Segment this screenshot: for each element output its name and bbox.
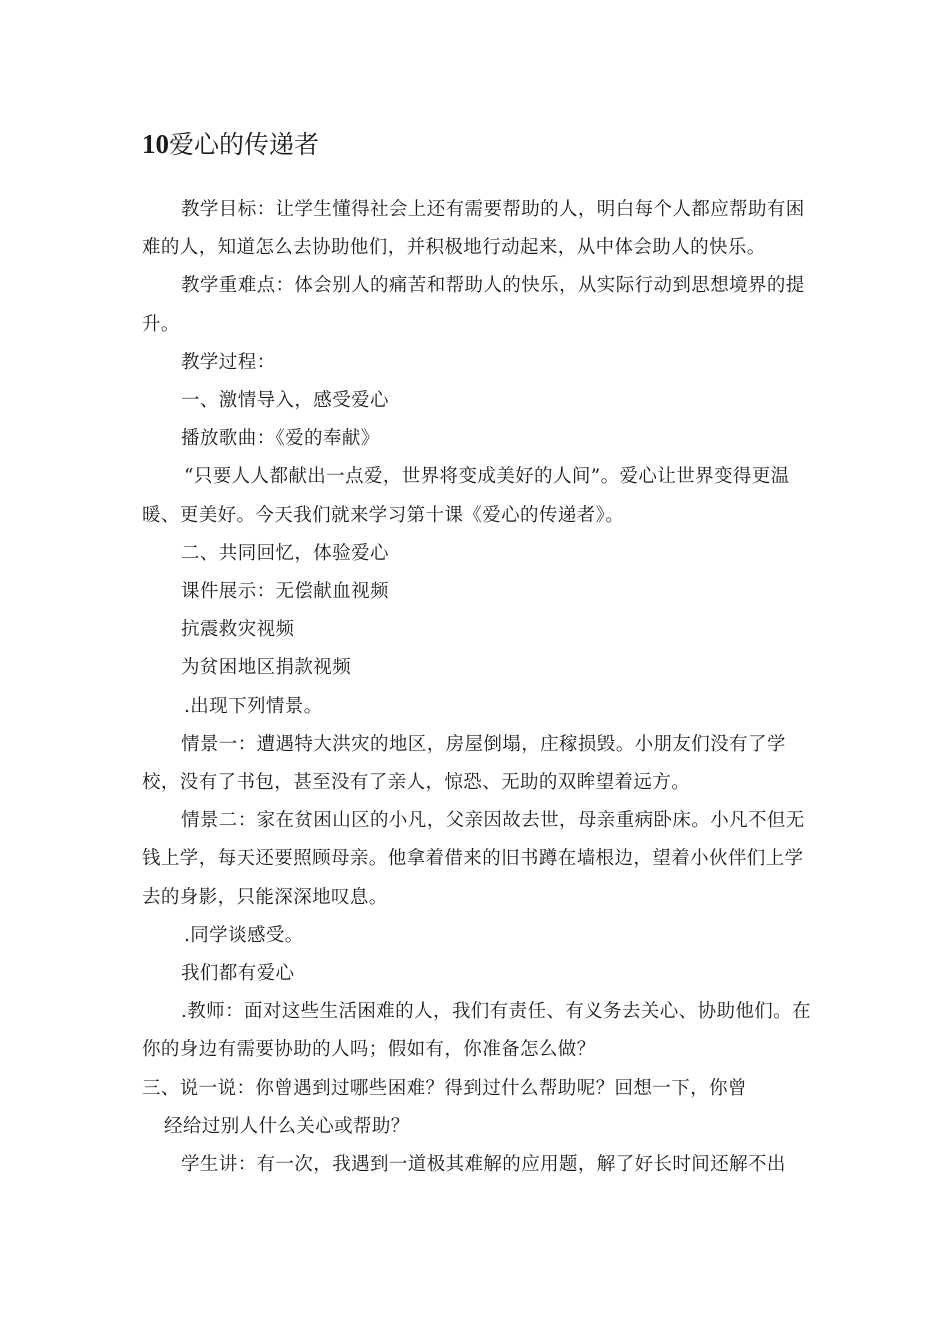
paragraph-process-heading: 教学过程： bbox=[181, 351, 276, 373]
section-heading-three bbox=[142, 1070, 814, 1146]
paragraph-we-have-love: 我们都有爱心 bbox=[181, 963, 295, 985]
paragraph-scenes-intro: .出现下列情景。 bbox=[184, 695, 323, 717]
paragraph-scene-two: 情景二：家在贫困山区的小凡，父亲因故去世，母亲重病卧床。小凡不但无钱上学，每天还要照顾母亲。他拿着借来的旧书蹲在墙根边，望着小伙伴们上学去的身影，只能深深地叹息。 bbox=[142, 810, 805, 908]
page-title bbox=[142, 126, 319, 163]
section-three-line-one: 三、说一说：你曾遇到过哪些困难？得到过什么帮助呢？回想一下，你曾 bbox=[142, 1077, 747, 1099]
paragraph-student-feelings: .同学谈感受。 bbox=[184, 924, 304, 946]
paragraph-key-points: 教学重难点：体会别人的痛苦和帮助人的快乐，从实际行动到思想境界的提升。 bbox=[142, 275, 805, 335]
title-text: 爱心的传递者 bbox=[169, 130, 320, 159]
paragraph-courseware: 课件展示：无偿献血视频 bbox=[181, 581, 389, 603]
paragraph-play-song: 播放歌曲：《爱的奉献》 bbox=[181, 428, 380, 450]
section-heading-one: 一、激情导入，感受爱心 bbox=[181, 390, 389, 412]
paragraph-teacher: .教师：面对这些生活困难的人，我们有责任、有义务去关心、协助他们。在你的身边有需要协助的人吗；假如有，你准备怎么做？ bbox=[142, 1001, 811, 1061]
paragraph-student-story: 学生讲：有一次，我遇到一道极其难解的应用题，解了好长时间还解不出 bbox=[181, 1154, 786, 1176]
section-three-line-two: 经给过别人什么关心或帮助？ bbox=[164, 1115, 410, 1137]
document-body bbox=[142, 191, 814, 1184]
section-heading-two: 二、共同回忆，体验爱心 bbox=[181, 542, 389, 564]
title-number: 10 bbox=[142, 129, 169, 159]
paragraph-scene-one: 情景一：遭遇特大洪灾的地区，房屋倒塌，庄稼损毁。小朋友们没有了学校，没有了书包，甚至没有了亲人，惊恐、无助的双眸望着远方。 bbox=[142, 733, 786, 794]
paragraph-song-quote: “只要人人都献出一点爱，世界将变成美好的人间”。爱心让世界变得更温暖、更美好。今天我们就来学习第十课《爱心的传递者》。 bbox=[142, 466, 790, 526]
paragraph-earthquake-video: 抗震救灾视频 bbox=[181, 619, 295, 641]
paragraph-donation-video: 为贫困地区捐款视频 bbox=[181, 657, 352, 679]
paragraph-teaching-goal: 教学目标：让学生懂得社会上还有需要帮助的人，明白每个人都应帮助有困难的人，知道怎么去协助他们，并积极地行动起来，从中体会助人的快乐。 bbox=[142, 199, 805, 259]
